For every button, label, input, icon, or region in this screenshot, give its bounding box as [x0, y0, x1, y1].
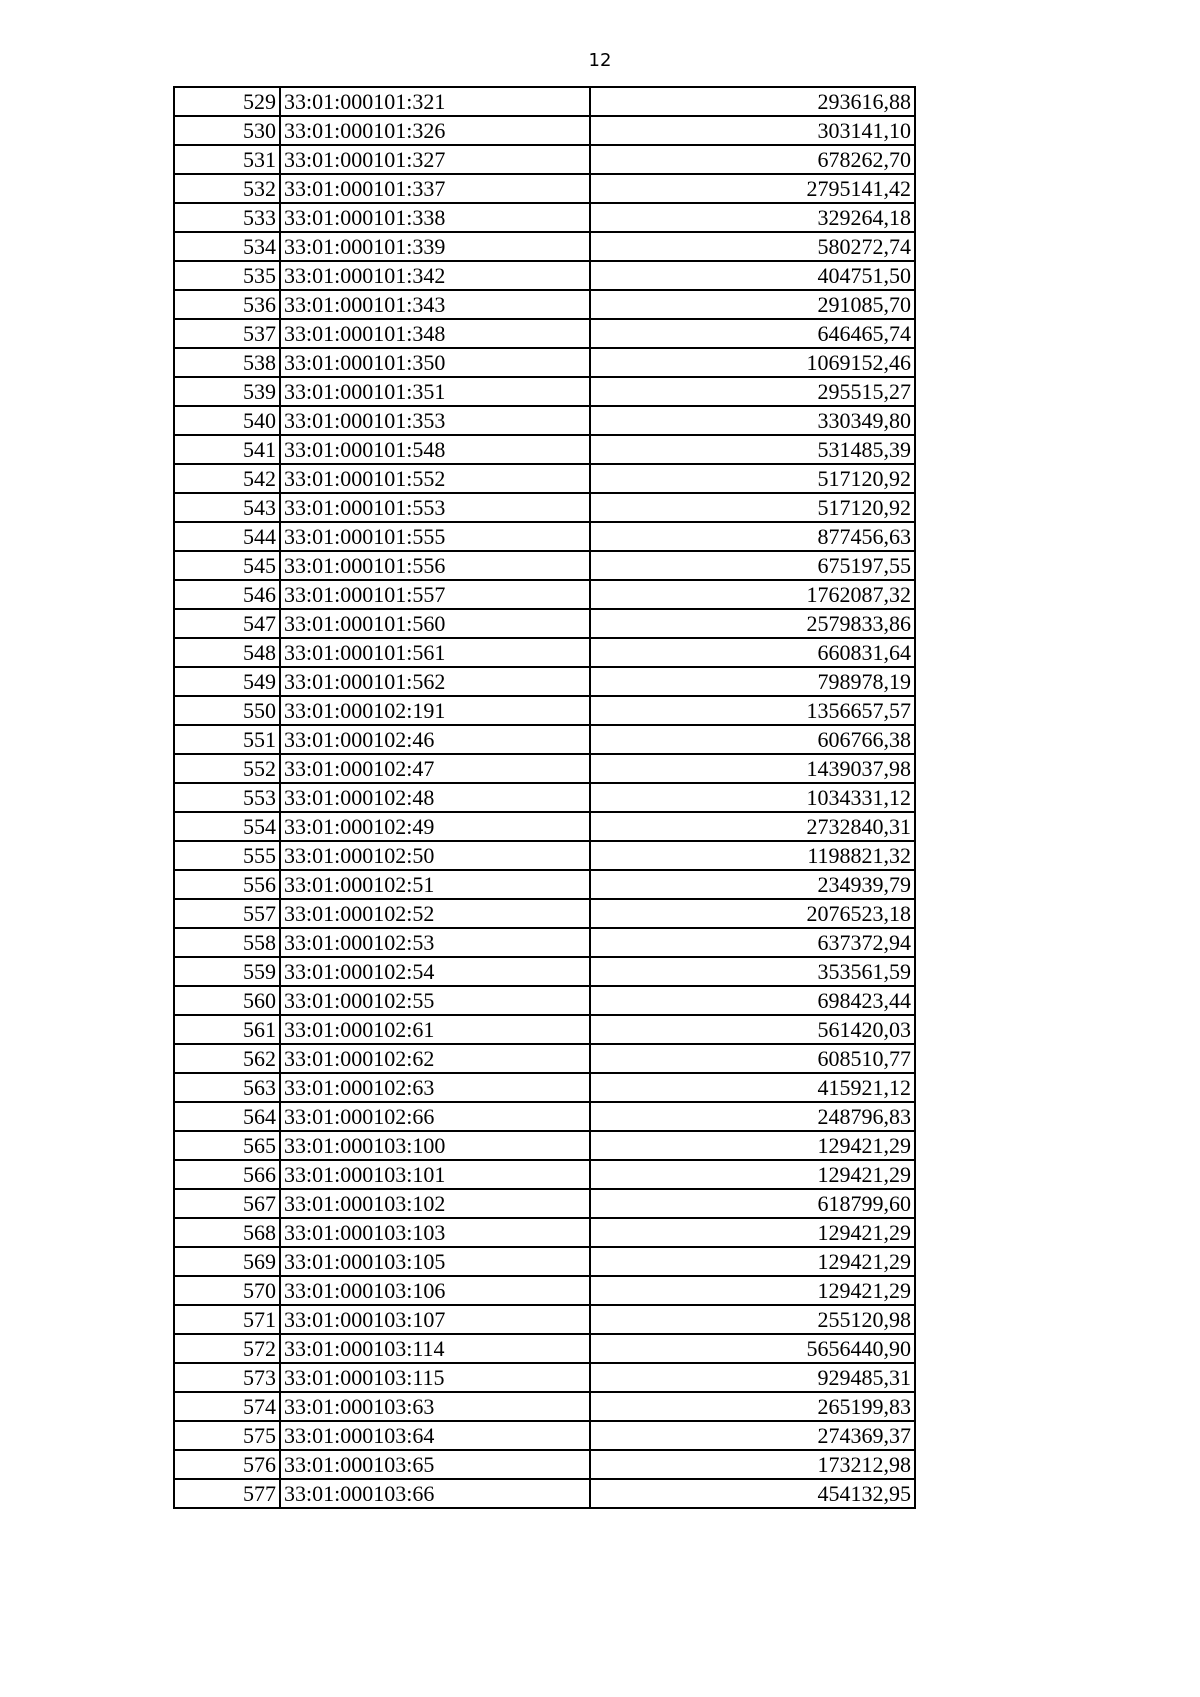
- cadastral-number-cell: 33:01:000103:103: [280, 1218, 590, 1247]
- row-number-cell: 535: [174, 261, 280, 290]
- value-cell: 291085,70: [590, 290, 915, 319]
- value-cell: 129421,29: [590, 1218, 915, 1247]
- table-row: [174, 783, 915, 812]
- value-cell: 606766,38: [590, 725, 915, 754]
- table-body: [174, 87, 915, 1508]
- table-row: [174, 957, 915, 986]
- table-row: [174, 1450, 915, 1479]
- cadastral-number-cell: 33:01:000101:561: [280, 638, 590, 667]
- cadastral-number-cell: 33:01:000101:326: [280, 116, 590, 145]
- cadastral-number-cell: 33:01:000102:53: [280, 928, 590, 957]
- table-row: [174, 261, 915, 290]
- value-cell: 608510,77: [590, 1044, 915, 1073]
- value-cell: 293616,88: [590, 87, 915, 116]
- cadastral-number-cell: 33:01:000103:63: [280, 1392, 590, 1421]
- row-number-cell: 540: [174, 406, 280, 435]
- row-number-cell: 532: [174, 174, 280, 203]
- row-number-cell: 561: [174, 1015, 280, 1044]
- row-number-cell: 575: [174, 1421, 280, 1450]
- value-cell: 1198821,32: [590, 841, 915, 870]
- row-number-cell: 539: [174, 377, 280, 406]
- row-number-cell: 552: [174, 754, 280, 783]
- cadastral-number-cell: 33:01:000101:557: [280, 580, 590, 609]
- cadastral-number-cell: 33:01:000102:46: [280, 725, 590, 754]
- cadastral-number-cell: 33:01:000101:553: [280, 493, 590, 522]
- table-row: [174, 667, 915, 696]
- table-row: [174, 145, 915, 174]
- value-cell: 646465,74: [590, 319, 915, 348]
- table-row: [174, 1276, 915, 1305]
- row-number-cell: 553: [174, 783, 280, 812]
- cadastral-number-cell: 33:01:000101:556: [280, 551, 590, 580]
- table-row: [174, 406, 915, 435]
- cadastral-number-cell: 33:01:000102:48: [280, 783, 590, 812]
- value-cell: 329264,18: [590, 203, 915, 232]
- table-row: [174, 203, 915, 232]
- row-number-cell: 562: [174, 1044, 280, 1073]
- row-number-cell: 573: [174, 1363, 280, 1392]
- table-row: [174, 551, 915, 580]
- cadastral-number-cell: 33:01:000101:338: [280, 203, 590, 232]
- value-cell: 255120,98: [590, 1305, 915, 1334]
- table-row: [174, 435, 915, 464]
- row-number-cell: 572: [174, 1334, 280, 1363]
- table-row: [174, 638, 915, 667]
- cadastral-number-cell: 33:01:000102:51: [280, 870, 590, 899]
- row-number-cell: 577: [174, 1479, 280, 1508]
- page-number: 12: [588, 50, 612, 71]
- row-number-cell: 556: [174, 870, 280, 899]
- row-number-cell: 560: [174, 986, 280, 1015]
- cadastral-number-cell: 33:01:000102:61: [280, 1015, 590, 1044]
- row-number-cell: 537: [174, 319, 280, 348]
- value-cell: 248796,83: [590, 1102, 915, 1131]
- value-cell: 129421,29: [590, 1160, 915, 1189]
- row-number-cell: 543: [174, 493, 280, 522]
- row-number-cell: 542: [174, 464, 280, 493]
- cadastral-number-cell: 33:01:000103:105: [280, 1247, 590, 1276]
- value-cell: 404751,50: [590, 261, 915, 290]
- row-number-cell: 570: [174, 1276, 280, 1305]
- cadastral-number-cell: 33:01:000101:339: [280, 232, 590, 261]
- value-cell: 561420,03: [590, 1015, 915, 1044]
- value-cell: 2076523,18: [590, 899, 915, 928]
- table-row: [174, 870, 915, 899]
- table-row: [174, 928, 915, 957]
- cadastral-number-cell: 33:01:000102:47: [280, 754, 590, 783]
- cadastral-number-cell: 33:01:000101:562: [280, 667, 590, 696]
- cadastral-number-cell: 33:01:000103:106: [280, 1276, 590, 1305]
- row-number-cell: 549: [174, 667, 280, 696]
- value-cell: 877456,63: [590, 522, 915, 551]
- row-number-cell: 541: [174, 435, 280, 464]
- value-cell: 129421,29: [590, 1276, 915, 1305]
- row-number-cell: 565: [174, 1131, 280, 1160]
- table-row: [174, 1421, 915, 1450]
- row-number-cell: 550: [174, 696, 280, 725]
- cadastral-number-cell: 33:01:000103:64: [280, 1421, 590, 1450]
- cadastral-value-table: [173, 86, 916, 1509]
- cadastral-number-cell: 33:01:000101:555: [280, 522, 590, 551]
- table-row: [174, 609, 915, 638]
- table-row: [174, 232, 915, 261]
- table-row: [174, 1247, 915, 1276]
- table-row: [174, 1102, 915, 1131]
- table-row: [174, 174, 915, 203]
- cadastral-number-cell: 33:01:000101:348: [280, 319, 590, 348]
- cadastral-number-cell: 33:01:000103:66: [280, 1479, 590, 1508]
- row-number-cell: 531: [174, 145, 280, 174]
- table-row: [174, 1305, 915, 1334]
- table-row: [174, 1479, 915, 1508]
- cadastral-number-cell: 33:01:000102:66: [280, 1102, 590, 1131]
- cadastral-number-cell: 33:01:000101:342: [280, 261, 590, 290]
- cadastral-number-cell: 33:01:000101:351: [280, 377, 590, 406]
- cadastral-number-cell: 33:01:000103:100: [280, 1131, 590, 1160]
- value-cell: 415921,12: [590, 1073, 915, 1102]
- cadastral-number-cell: 33:01:000101:552: [280, 464, 590, 493]
- table-row: [174, 841, 915, 870]
- table-row: [174, 87, 915, 116]
- row-number-cell: 548: [174, 638, 280, 667]
- row-number-cell: 546: [174, 580, 280, 609]
- row-number-cell: 571: [174, 1305, 280, 1334]
- row-number-cell: 533: [174, 203, 280, 232]
- cadastral-number-cell: 33:01:000101:337: [280, 174, 590, 203]
- value-cell: 637372,94: [590, 928, 915, 957]
- cadastral-number-cell: 33:01:000101:560: [280, 609, 590, 638]
- table-row: [174, 319, 915, 348]
- cadastral-number-cell: 33:01:000102:63: [280, 1073, 590, 1102]
- value-cell: 454132,95: [590, 1479, 915, 1508]
- cadastral-number-cell: 33:01:000101:343: [280, 290, 590, 319]
- cadastral-number-cell: 33:01:000102:54: [280, 957, 590, 986]
- row-number-cell: 574: [174, 1392, 280, 1421]
- table-row: [174, 986, 915, 1015]
- value-cell: 698423,44: [590, 986, 915, 1015]
- value-cell: 660831,64: [590, 638, 915, 667]
- row-number-cell: 558: [174, 928, 280, 957]
- table-row: [174, 1392, 915, 1421]
- row-number-cell: 569: [174, 1247, 280, 1276]
- cadastral-number-cell: 33:01:000101:321: [280, 87, 590, 116]
- value-cell: 234939,79: [590, 870, 915, 899]
- value-cell: 929485,31: [590, 1363, 915, 1392]
- cadastral-number-cell: 33:01:000103:115: [280, 1363, 590, 1392]
- table-row: [174, 1131, 915, 1160]
- row-number-cell: 559: [174, 957, 280, 986]
- cadastral-number-cell: 33:01:000102:52: [280, 899, 590, 928]
- row-number-cell: 576: [174, 1450, 280, 1479]
- value-cell: 618799,60: [590, 1189, 915, 1218]
- row-number-cell: 538: [174, 348, 280, 377]
- table-row: [174, 522, 915, 551]
- value-cell: 517120,92: [590, 493, 915, 522]
- row-number-cell: 536: [174, 290, 280, 319]
- value-cell: 330349,80: [590, 406, 915, 435]
- cadastral-number-cell: 33:01:000102:191: [280, 696, 590, 725]
- table-row: [174, 696, 915, 725]
- row-number-cell: 534: [174, 232, 280, 261]
- table-row: [174, 464, 915, 493]
- row-number-cell: 555: [174, 841, 280, 870]
- table-row: [174, 1160, 915, 1189]
- cadastral-number-cell: 33:01:000103:107: [280, 1305, 590, 1334]
- value-cell: 5656440,90: [590, 1334, 915, 1363]
- table-row: [174, 290, 915, 319]
- table-row: [174, 899, 915, 928]
- table-row: [174, 1073, 915, 1102]
- table-row: [174, 1334, 915, 1363]
- cadastral-number-cell: 33:01:000102:49: [280, 812, 590, 841]
- value-cell: 2795141,42: [590, 174, 915, 203]
- row-number-cell: 530: [174, 116, 280, 145]
- row-number-cell: 544: [174, 522, 280, 551]
- row-number-cell: 563: [174, 1073, 280, 1102]
- value-cell: 2732840,31: [590, 812, 915, 841]
- row-number-cell: 547: [174, 609, 280, 638]
- value-cell: 798978,19: [590, 667, 915, 696]
- cadastral-number-cell: 33:01:000101:548: [280, 435, 590, 464]
- value-cell: 303141,10: [590, 116, 915, 145]
- cadastral-number-cell: 33:01:000103:101: [280, 1160, 590, 1189]
- row-number-cell: 545: [174, 551, 280, 580]
- value-cell: 531485,39: [590, 435, 915, 464]
- value-cell: 274369,37: [590, 1421, 915, 1450]
- table-row: [174, 377, 915, 406]
- value-cell: 1034331,12: [590, 783, 915, 812]
- table-row: [174, 1189, 915, 1218]
- value-cell: 675197,55: [590, 551, 915, 580]
- table-row: [174, 348, 915, 377]
- cadastral-number-cell: 33:01:000102:62: [280, 1044, 590, 1073]
- cadastral-number-cell: 33:01:000101:327: [280, 145, 590, 174]
- cadastral-number-cell: 33:01:000103:65: [280, 1450, 590, 1479]
- value-cell: 1356657,57: [590, 696, 915, 725]
- table-row: [174, 580, 915, 609]
- value-cell: 295515,27: [590, 377, 915, 406]
- table-row: [174, 1363, 915, 1392]
- value-cell: 353561,59: [590, 957, 915, 986]
- row-number-cell: 566: [174, 1160, 280, 1189]
- table-row: [174, 493, 915, 522]
- value-cell: 678262,70: [590, 145, 915, 174]
- cadastral-number-cell: 33:01:000102:55: [280, 986, 590, 1015]
- table-row: [174, 116, 915, 145]
- value-cell: 1762087,32: [590, 580, 915, 609]
- table-row: [174, 1218, 915, 1247]
- value-cell: 265199,83: [590, 1392, 915, 1421]
- table-row: [174, 812, 915, 841]
- value-cell: 1069152,46: [590, 348, 915, 377]
- cadastral-number-cell: 33:01:000103:114: [280, 1334, 590, 1363]
- table-row: [174, 754, 915, 783]
- value-cell: 1439037,98: [590, 754, 915, 783]
- row-number-cell: 568: [174, 1218, 280, 1247]
- row-number-cell: 564: [174, 1102, 280, 1131]
- row-number-cell: 551: [174, 725, 280, 754]
- table-row: [174, 725, 915, 754]
- cadastral-number-cell: 33:01:000101:350: [280, 348, 590, 377]
- value-cell: 2579833,86: [590, 609, 915, 638]
- row-number-cell: 554: [174, 812, 280, 841]
- table-row: [174, 1015, 915, 1044]
- cadastral-number-cell: 33:01:000103:102: [280, 1189, 590, 1218]
- row-number-cell: 557: [174, 899, 280, 928]
- cadastral-number-cell: 33:01:000101:353: [280, 406, 590, 435]
- value-cell: 517120,92: [590, 464, 915, 493]
- value-cell: 129421,29: [590, 1131, 915, 1160]
- value-cell: 580272,74: [590, 232, 915, 261]
- value-cell: 129421,29: [590, 1247, 915, 1276]
- row-number-cell: 567: [174, 1189, 280, 1218]
- cadastral-number-cell: 33:01:000102:50: [280, 841, 590, 870]
- row-number-cell: 529: [174, 87, 280, 116]
- table-row: [174, 1044, 915, 1073]
- value-cell: 173212,98: [590, 1450, 915, 1479]
